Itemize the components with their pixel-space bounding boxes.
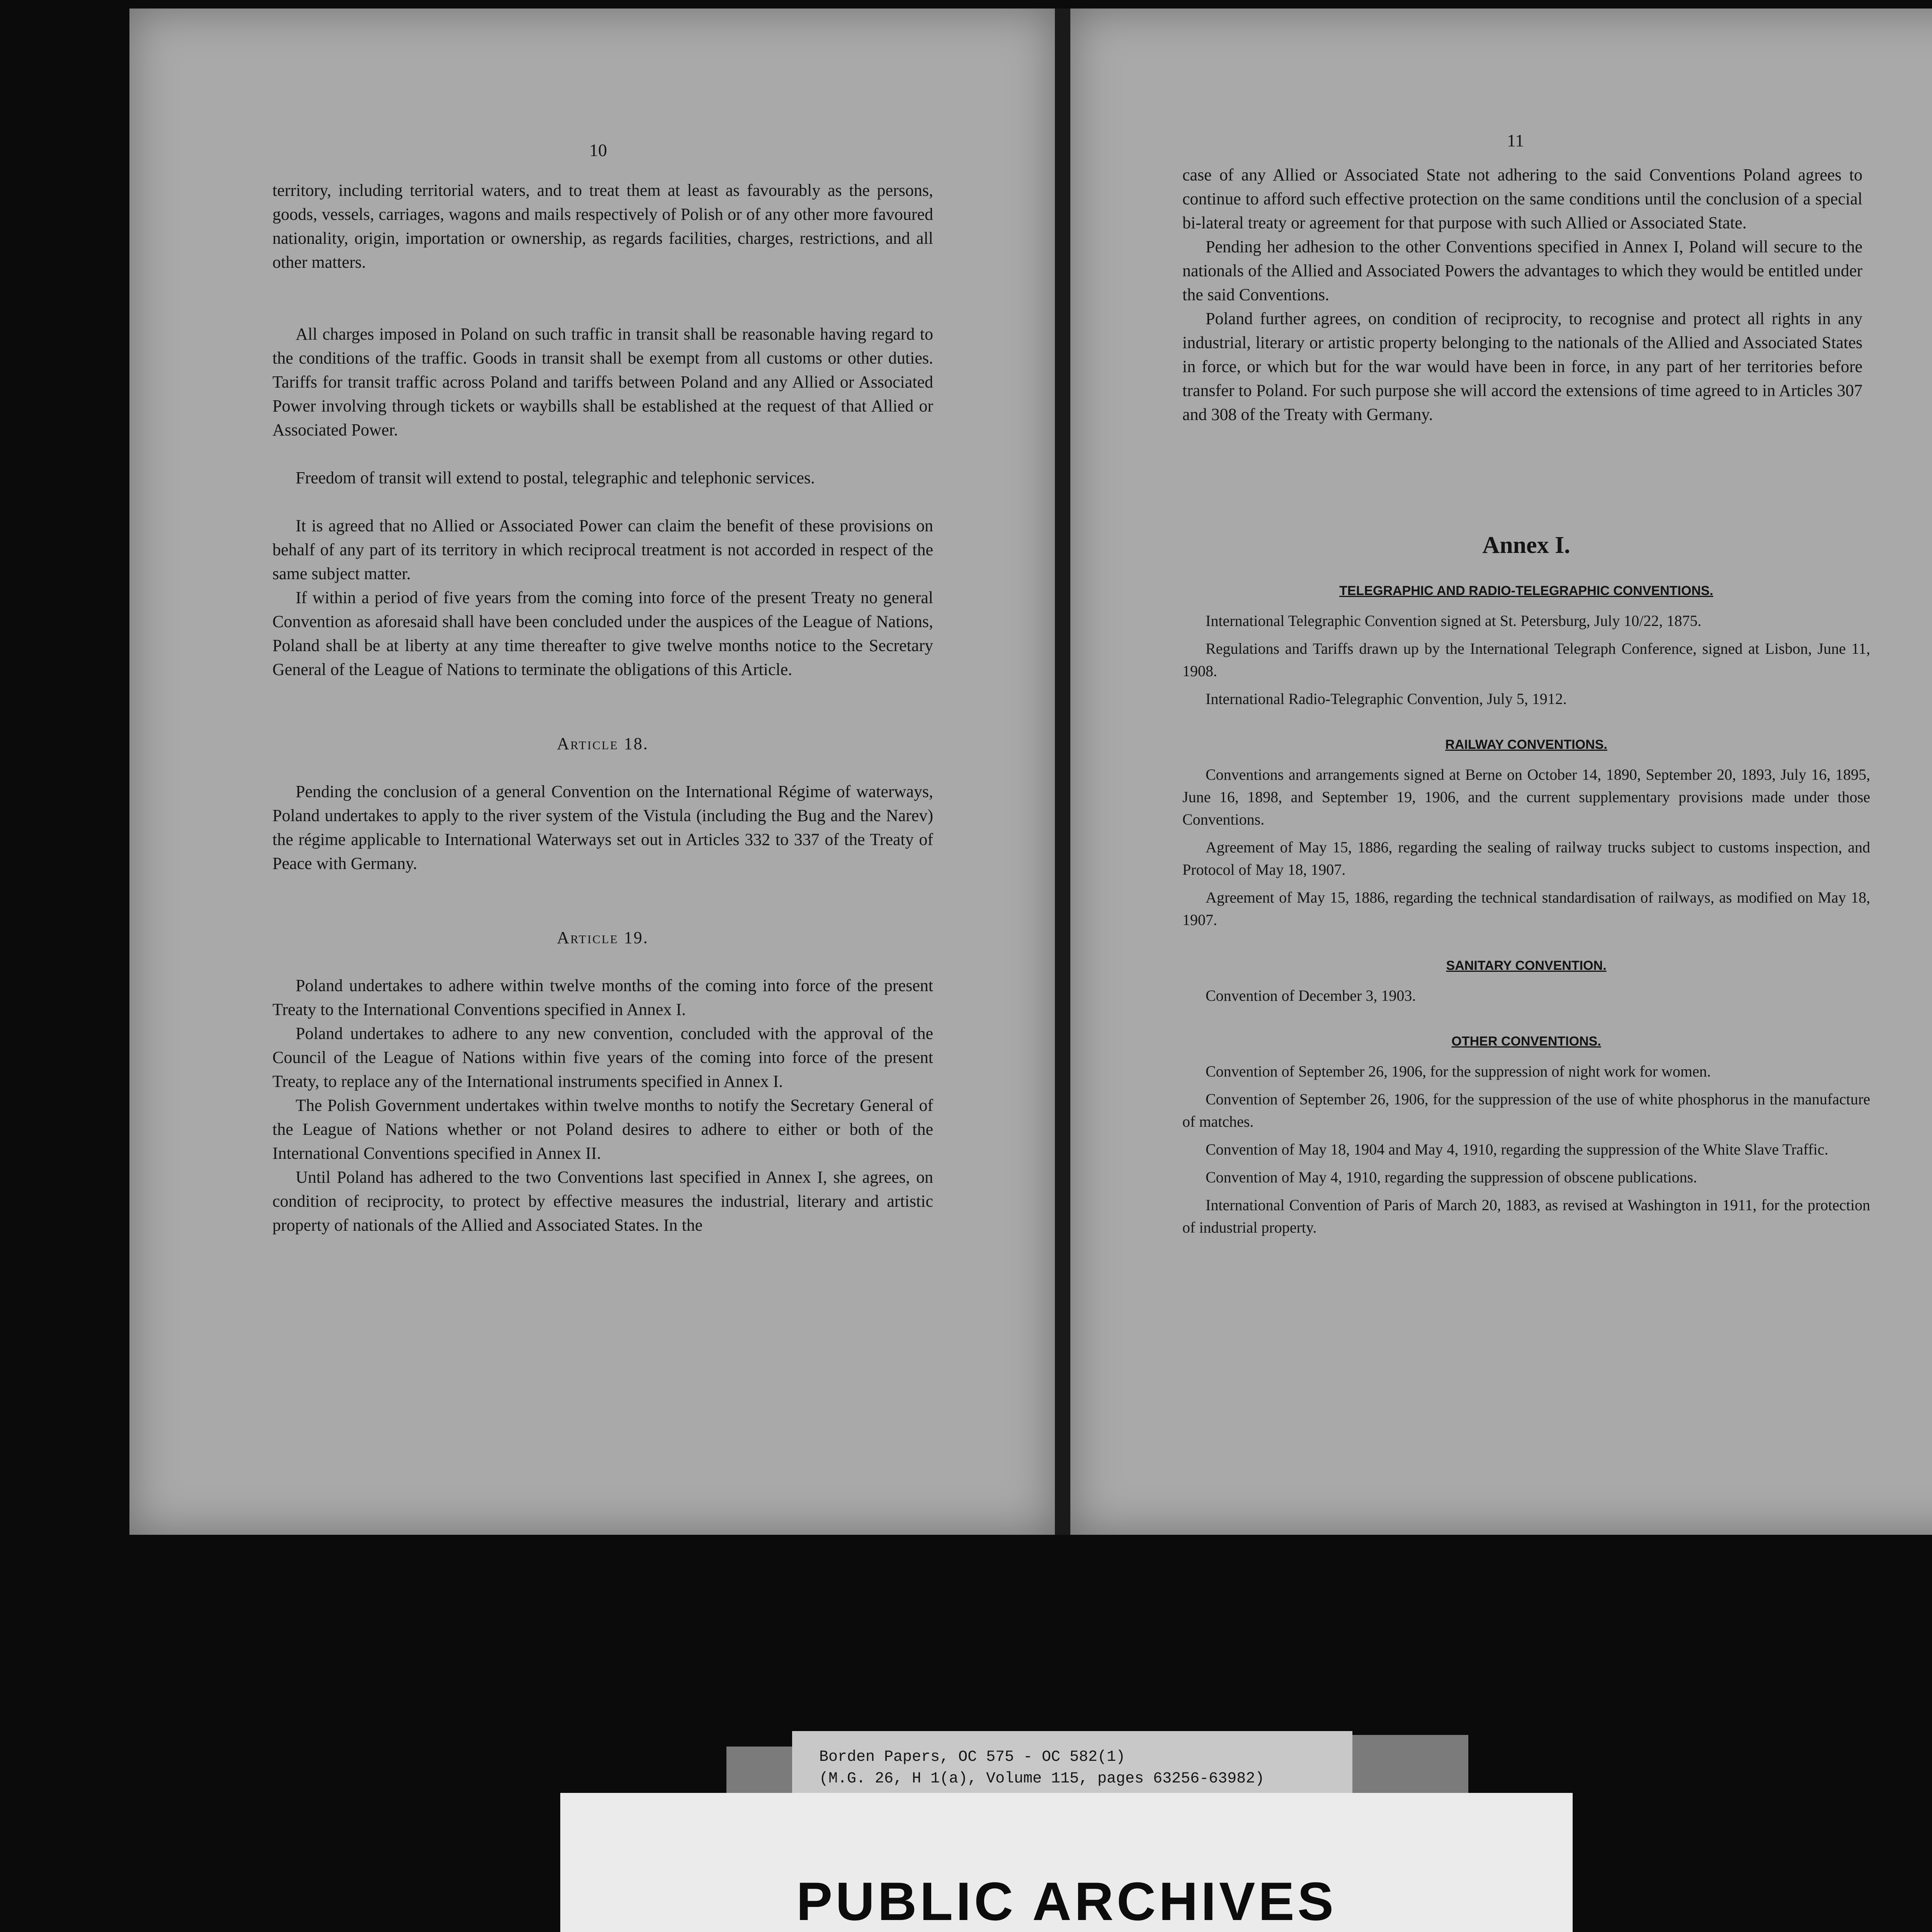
- right-page: [1070, 9, 1932, 1535]
- left-paragraph: All charges imposed in Poland on such traffic in transit shall be reasonable having regard to the conditions of the traffic. Goods in transit shall be exempt from all customs or other duties. Tariffs for transit traffic across Poland and tariffs between Poland and any Allied or Associated Power involving through tickets or waybills shall be established at the request of that Allied or Associated Power.: [272, 325, 933, 439]
- article-19-paragraph: Poland undertakes to adhere within twelve months of the coming into force of the present Treaty to the International Conventions specified in Annex I.: [272, 976, 933, 1019]
- left-page: [129, 9, 1055, 1535]
- annex-title: Annex I.: [1482, 532, 1570, 558]
- left-paragraph: Freedom of transit will extend to postal, telegraphic and telephonic services.: [296, 468, 815, 487]
- right-paragraph: Poland further agrees, on condition of reciprocity, to recognise and protect all rights in any industrial, literary or artistic property belonging to the nationals of the Allied and Associated States in force, or which but for the war would have been in force, in any part of her territories before transfer to Poland. For such purpose she will accord the extensions of time agreed to in Articles 307 and 308 of the Treaty with Germany.: [1182, 309, 1862, 424]
- article-19-heading: Article 19.: [557, 928, 649, 947]
- convention-item: International Convention of Paris of March 20, 1883, as revised at Washington in 1911, for the protection of industrial property.: [1182, 1196, 1870, 1236]
- convention-item: Convention of September 26, 1906, for the suppression of night work for women.: [1206, 1063, 1711, 1080]
- archive-card-line: PUBLIC ARCHIVES: [796, 1871, 1337, 1932]
- article-18-heading: Article 18.: [557, 734, 649, 753]
- convention-item: Convention of September 26, 1906, for the suppression of the use of white phosphorus in the manufacture of matches.: [1182, 1090, 1870, 1130]
- convention-item: Conventions and arrangements signed at Berne on October 14, 1890, September 20, 1893, July 16, 1895, June 16, 1898, and September 19, 1906, and the current supplementary provisions made under those Conventions.: [1182, 766, 1870, 828]
- section-heading: SANITARY CONVENTION.: [1446, 958, 1607, 973]
- article-19-paragraph: Poland undertakes to adhere to any new convention, concluded with the approval of the Council of the League of Nations within five years of the coming into force of the present Treaty, to replace any of the International instruments specified in Annex I.: [272, 1024, 933, 1091]
- left-paragraph: territory, including territorial waters, and to treat them at least as favourably as the persons, goods, vessels, carriages, wagons and mails respectively of Polish or of any other more favoured nationality, origin, importation or ownership, as regards facilities, charges, restrictions, and all other matters.: [272, 181, 933, 272]
- left-page-text: [272, 179, 933, 1237]
- archive-reference-line: (M.G. 26, H 1(a), Volume 115, pages 63256-63982): [819, 1770, 1265, 1787]
- section-heading: OTHER CONVENTIONS.: [1451, 1034, 1601, 1049]
- right-paragraph: Pending her adhesion to the other Conventions specified in Annex I, Poland will secure to the nationals of the Allied and Associated Powers the advantages to which they would be entitled under the said Conventions.: [1182, 237, 1862, 304]
- archive-card: [560, 1793, 1573, 1932]
- article-18-text: Pending the conclusion of a general Convention on the International Régime of waterways, Poland undertakes to apply to the river system of the Vistula (including the Bug and the Narev) the régime applicable to International Waterways set out in Articles 332 to 337 of the Treaty of Peace with Germany.: [272, 782, 933, 873]
- convention-item: Regulations and Tariffs drawn up by the International Telegraph Conference, signed at Lisbon, June 11, 1908.: [1182, 640, 1870, 680]
- article-19-paragraph: The Polish Government undertakes within twelve months to notify the Secretary General of the League of Nations whether or not Poland desires to adhere to either or both of the International Conventions specified in Annex II.: [272, 1096, 933, 1163]
- right-paragraph: case of any Allied or Associated State not adhering to the said Conventions Poland agrees to continue to afford such effective protection on the same conditions until the conclusion of a special bi-lateral treaty or agreement for that purpose with such Allied or Associated State.: [1182, 165, 1862, 232]
- page-number-right: 11: [1507, 131, 1524, 150]
- article-19-paragraph: Until Poland has adhered to the two Conventions last specified in Annex I, she agrees, on condition of reciprocity, to protect by effective measures the industrial, literary and artistic property of nationals of the Allied and Associated States. In the: [272, 1168, 933, 1235]
- convention-item: International Telegraphic Convention signed at St. Petersburg, July 10/22, 1875.: [1206, 612, 1702, 629]
- convention-item: International Radio-Telegraphic Convention, July 5, 1912.: [1206, 690, 1567, 707]
- convention-item: Agreement of May 15, 1886, regarding the technical standardisation of railways, as modified on May 18, 1907.: [1182, 889, 1870, 929]
- left-paragraph: It is agreed that no Allied or Associated Power can claim the benefit of these provisions on behalf of any part of its territory in which reciprocal treatment is not accorded in respect of the same subject matter.: [272, 516, 933, 583]
- annex-1: [1182, 495, 1870, 1244]
- left-paragraph: If within a period of five years from the coming into force of the present Treaty no general Convention as aforesaid shall have been concluded under the auspices of the League of Nations, Poland shall be at liberty at any time thereafter to give twelve months notice to the Secretary General of the League of Nations to terminate the obligations of this Article.: [272, 588, 933, 679]
- section-heading: RAILWAY CONVENTIONS.: [1445, 737, 1607, 752]
- section-heading: TELEGRAPHIC AND RADIO-TELEGRAPHIC CONVENTIONS.: [1339, 583, 1713, 598]
- convention-item: Convention of December 3, 1903.: [1206, 987, 1416, 1004]
- convention-item: Convention of May 4, 1910, regarding the suppression of obscene publications.: [1206, 1168, 1697, 1186]
- convention-item: Convention of May 18, 1904 and May 4, 1910, regarding the suppression of the White Slave Traffic.: [1206, 1141, 1828, 1158]
- convention-item: Agreement of May 15, 1886, regarding the sealing of railway trucks subject to customs inspection, and Protocol of May 18, 1907.: [1182, 838, 1870, 878]
- book-gutter: [1055, 9, 1070, 1535]
- archive-reference-line: Borden Papers, OC 575 - OC 582(1): [819, 1748, 1126, 1766]
- page-number-left: 10: [589, 140, 607, 160]
- right-page-text: [1182, 163, 1862, 427]
